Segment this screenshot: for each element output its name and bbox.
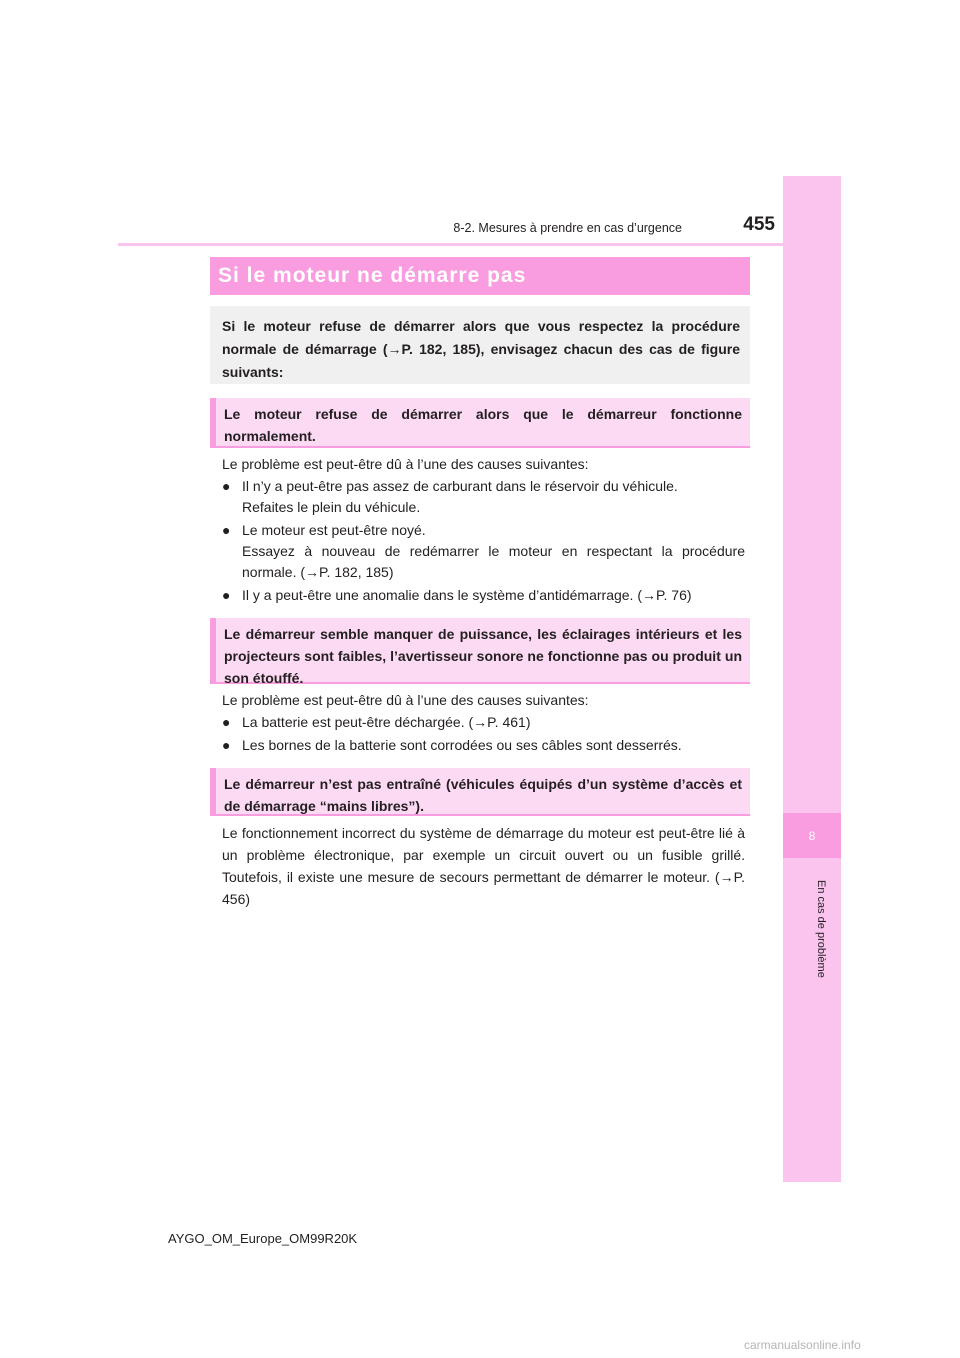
bullet-text: Le moteur est peut-être noyé.	[242, 522, 426, 538]
section-2-heading: Le démarreur semble manquer de puissance, les éclairages intérieurs et les projecteurs sont faibles, l’avertisseur sonore ne fonctionne pas ou produit un son étouffé.	[210, 618, 750, 684]
bullet-text: La batterie est peut-être déchargée. (→P. 461)	[242, 714, 531, 730]
list-item	[222, 520, 745, 583]
bullet-icon: ●	[222, 478, 231, 494]
bullet-icon: ●	[222, 587, 231, 603]
list-item	[222, 476, 745, 518]
bullet-text-cont: Refaites le plein du véhicule.	[242, 499, 421, 515]
header-section-title: 8-2. Mesures à prendre en cas d’urgence	[453, 221, 682, 235]
section-3-body: Le fonctionnement incorrect du système de démarrage du moteur est peut-être lié à un problème électronique, par exemple un circuit ouvert ou un fusible grillé. Toutefois, il existe une mesure de secours permettant de démarrer le moteur. (→P. 456)	[222, 825, 745, 907]
section-2-lead: Le problème est peut-être dû à l’une des causes suivantes:	[222, 692, 589, 708]
intro-box: Si le moteur refuse de démarrer alors que vous respectez la procédure normale de démarrage (→P. 182, 185), envisagez chacun des cas de figure suivants:	[210, 306, 750, 384]
page-number: 455	[743, 214, 775, 235]
bullet-icon: ●	[222, 522, 231, 538]
section-1-heading: Le moteur refuse de démarrer alors que le démarreur fonctionne normalement.	[210, 398, 750, 448]
bullet-text: Les bornes de la batterie sont corrodées ou ses câbles sont desserrés.	[242, 737, 682, 753]
page-title-bar	[210, 257, 750, 295]
chapter-side-tab	[783, 176, 841, 1182]
list-item	[222, 585, 745, 606]
section-3-heading: Le démarreur n’est pas entraîné (véhicules équipés d’un système d’accès et de démarrage “mains libres”).	[210, 768, 750, 816]
chapter-number-badge: 8	[783, 813, 841, 858]
chapter-label: En cas de problème	[815, 880, 827, 978]
watermark: carmanualsonline.info	[744, 1338, 861, 1352]
bullet-text-cont: Essayez à nouveau de redémarrer le moteur en respectant la procédure normale. (→P. 182, 185)	[242, 543, 745, 580]
header-divider	[118, 243, 841, 246]
list-item	[222, 735, 745, 756]
page-title: Si le moteur ne démarre pas	[218, 264, 527, 287]
footer-doc-code: AYGO_OM_Europe_OM99R20K	[168, 1231, 358, 1246]
list-item	[222, 712, 745, 733]
bullet-icon: ●	[222, 737, 231, 753]
section-1-lead: Le problème est peut-être dû à l’une des causes suivantes:	[222, 456, 589, 472]
bullet-text: Il n’y a peut-être pas assez de carburant dans le réservoir du véhicule.	[242, 478, 678, 494]
bullet-text: Il y a peut-être une anomalie dans le système d’antidémarrage. (→P. 76)	[242, 587, 692, 603]
bullet-icon: ●	[222, 714, 231, 730]
